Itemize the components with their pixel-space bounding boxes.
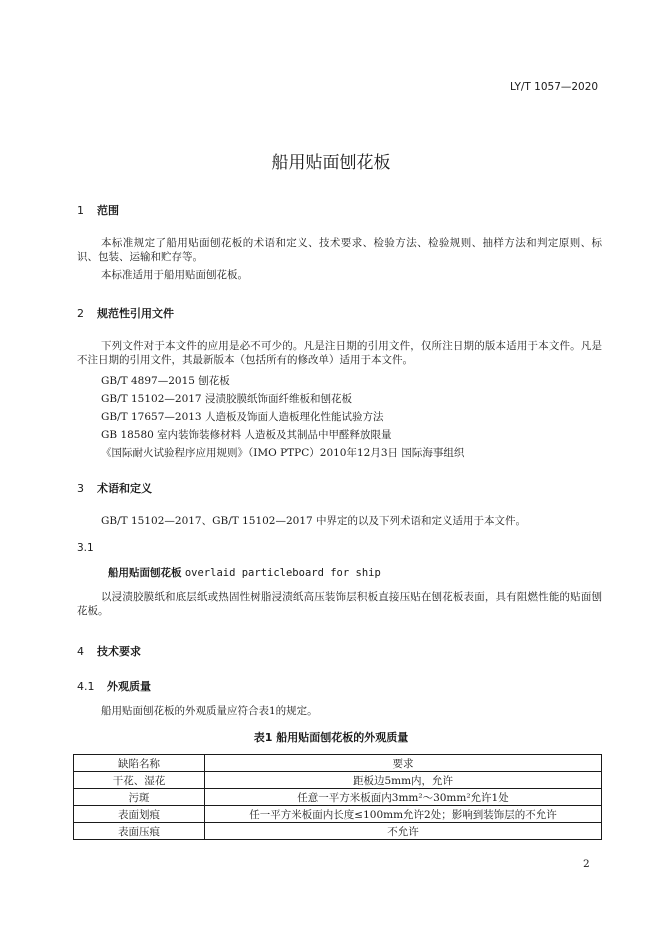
table-caption: 表1 船用贴面刨花板的外观质量 bbox=[253, 731, 409, 744]
table-cell: 任一平方米板面内长度≤100mm允许2处；影响到装饰层的不允许 bbox=[205, 806, 602, 823]
table-row bbox=[74, 789, 602, 806]
section-number: 3 bbox=[77, 482, 84, 495]
table-cell: 不允许 bbox=[205, 823, 602, 840]
table-row bbox=[74, 823, 602, 840]
table-header-cell: 缺陷名称 bbox=[74, 755, 205, 772]
section-title: 范围 bbox=[97, 204, 119, 217]
reference-item: GB/T 17657—2013 人造板及饰面人造板理化性能试验方法 bbox=[101, 411, 384, 423]
table-cell: 任意一平方米板面内3mm²～30mm²允许1处 bbox=[205, 789, 602, 806]
table-row bbox=[74, 806, 602, 823]
section-number: 2 bbox=[77, 307, 84, 320]
section-heading-1 bbox=[77, 202, 119, 218]
table-cell: 表面划痕 bbox=[74, 806, 205, 823]
subsection-heading-4-1 bbox=[77, 678, 151, 694]
document-id: LY/T 1057—2020 bbox=[510, 81, 599, 93]
table-cell: 表面压痕 bbox=[74, 823, 205, 840]
section-title: 术语和定义 bbox=[97, 482, 152, 495]
term-chinese: 船用贴面刨花板 bbox=[108, 567, 182, 579]
table-row bbox=[74, 772, 602, 789]
term-number: 3.1 bbox=[77, 542, 94, 554]
term-english: overlaid particleboard for ship bbox=[184, 567, 381, 579]
section-title: 技术要求 bbox=[97, 645, 141, 658]
table-cell: 距板边5mm内，允许 bbox=[205, 772, 602, 789]
reference-item: GB 18580 室内装饰装修材料 人造板及其制品中甲醛释放限量 bbox=[101, 429, 392, 441]
appearance-quality-table bbox=[73, 754, 602, 840]
subsection-title: 外观质量 bbox=[107, 680, 151, 693]
reference-item: GB/T 15102—2017 浸渍胶膜纸饰面纤维板和刨花板 bbox=[101, 393, 352, 405]
term-entry bbox=[108, 566, 381, 580]
table-cell: 干花、湿花 bbox=[74, 772, 205, 789]
page-title: 船用贴面刨花板 bbox=[271, 153, 391, 173]
paragraph: 船用贴面刨花板的外观质量应符合表1的规定。 bbox=[101, 705, 318, 717]
section-heading-2 bbox=[77, 305, 174, 321]
table-header-cell: 要求 bbox=[205, 755, 602, 772]
subsection-number: 4.1 bbox=[77, 680, 95, 693]
reference-item: GB/T 4897—2015 刨花板 bbox=[101, 375, 230, 387]
paragraph: 本标准规定了船用贴面刨花板的术语和定义、技术要求、检验方法、检验规则、抽样方法和判定原则、标识、包装、运输和贮存等。 bbox=[77, 237, 602, 263]
paragraph: 下列文件对于本文件的应用是必不可少的。凡是注日期的引用文件，仅所注日期的版本适用于本文件。凡是不注日期的引用文件，其最新版本（包括所有的修改单）适用于本文件。 bbox=[77, 340, 602, 366]
section-heading-4 bbox=[77, 643, 141, 659]
term-definition: 以浸渍胶膜纸和底层纸或热固性树脂浸渍纸高压装饰层积板直接压贴在刨花板表面，具有阻燃性能的贴面刨花板。 bbox=[77, 591, 602, 617]
section-number: 1 bbox=[77, 204, 84, 217]
table-header-row bbox=[74, 755, 602, 772]
section-number: 4 bbox=[77, 645, 84, 658]
paragraph: GB/T 15102—2017、GB/T 15102—2017 中界定的以及下列术语和定义适用于本文件。 bbox=[101, 515, 527, 527]
page-number: 2 bbox=[583, 858, 590, 870]
section-title: 规范性引用文件 bbox=[97, 307, 174, 320]
section-heading-3 bbox=[77, 480, 152, 496]
table-cell: 污斑 bbox=[74, 789, 205, 806]
paragraph: 本标准适用于船用贴面刨花板。 bbox=[101, 269, 248, 281]
reference-item: 《国际耐火试验程序应用规则》（IMO PTPC）2010年12月3日 国际海事组织 bbox=[101, 447, 465, 459]
